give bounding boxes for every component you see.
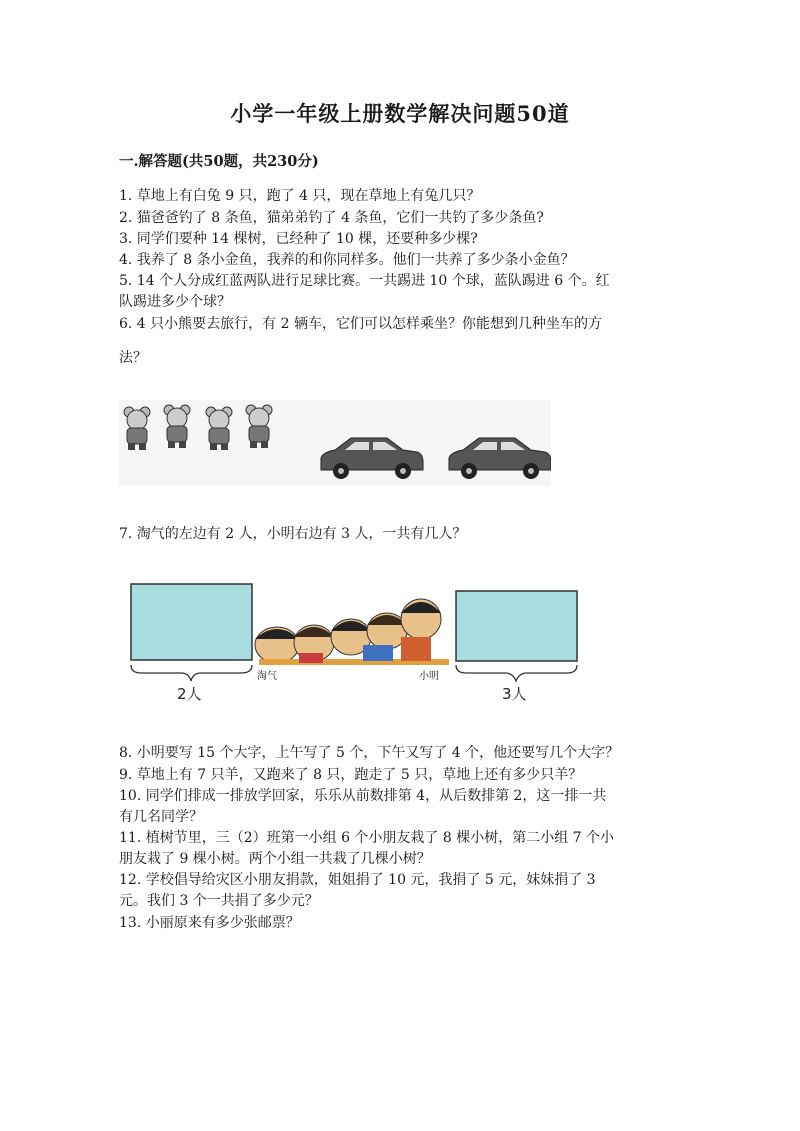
label-left-count: 2人 — [177, 685, 202, 703]
right-box — [456, 591, 577, 661]
question-10-line-2: 有几名同学？ — [119, 809, 203, 825]
label-right-count: 3人 — [502, 685, 527, 703]
question-13: 13. 小丽原来有多少张邮票？ — [119, 915, 300, 931]
bears-and-cars-figure — [119, 400, 551, 486]
question-2: 2. 猫爸爸钓了 8 条鱼，猫弟弟钓了 4 条鱼，它们一共钓了多少条鱼? — [119, 210, 544, 226]
question-12-line-1: 12. 学校倡导给灾区小朋友捐款，姐姐捐了 10 元，我捐了 5 元，妹妹捐了 3 — [119, 872, 596, 888]
question-10-line-1: 10. 同学们排成一排放学回家，乐乐从前数排第 4，从后数排第 2，这一排一共 — [119, 788, 607, 804]
left-box — [131, 584, 252, 660]
question-11-line-1: 11. 植树节里，三（2）班第一小组 6 个小朋友栽了 8 棵小树，第二小组 7 个小 — [119, 830, 615, 846]
label-xiaoming: 小明 — [419, 671, 439, 682]
question-9: 9. 草地上有 7 只羊，又跑来了 8 只，跑走了 5 只，草地上还有多少只羊？ — [119, 767, 583, 783]
question-5-line-1: 5. 14 个人分成红蓝两队进行足球比赛。一共踢进 10 个球，蓝队踢进 6 个。红 — [119, 273, 610, 289]
question-4: 4. 我养了 8 条小金鱼，我养的和你同样多。他们一共养了多少条小金鱼？ — [119, 252, 575, 268]
section-heading: 一.解答题(共50题，共230分) — [119, 153, 319, 170]
question-12-line-2: 元。我们 3 个一共捐了多少元？ — [119, 893, 319, 909]
question-6-line-2: 法？ — [119, 350, 147, 366]
right-brace — [456, 665, 577, 681]
page-title: 小学一年级上册数学解决问题50道 — [230, 101, 570, 126]
question-7: 7. 淘气的左边有 2 人，小明右边有 3 人，一共有几人？ — [119, 526, 467, 542]
question-3: 3. 同学们要种 14 棵树，已经种了 10 棵，还要种多少棵? — [119, 231, 478, 247]
queue-figure — [119, 575, 589, 705]
question-8: 8. 小明要写 15 个大字，上午写了 5 个，下午又写了 4 个，他还要写几个大字？ — [119, 745, 620, 761]
question-6-line-1: 6. 4 只小熊要去旅行，有 2 辆车，它们可以怎样乘坐？你能想到几种坐车的方 — [119, 316, 602, 332]
question-5-line-2: 队踢进多少个球？ — [119, 294, 231, 310]
left-brace — [131, 665, 252, 681]
children-illustration — [255, 599, 449, 665]
label-taoqi: 淘气 — [257, 671, 277, 682]
question-1: 1. 草地上有白兔 9 只，跑了 4 只，现在草地上有兔几只？ — [119, 188, 481, 204]
question-11-line-2: 朋友栽了 9 棵小树。两个小组一共栽了几棵小树？ — [119, 851, 431, 867]
